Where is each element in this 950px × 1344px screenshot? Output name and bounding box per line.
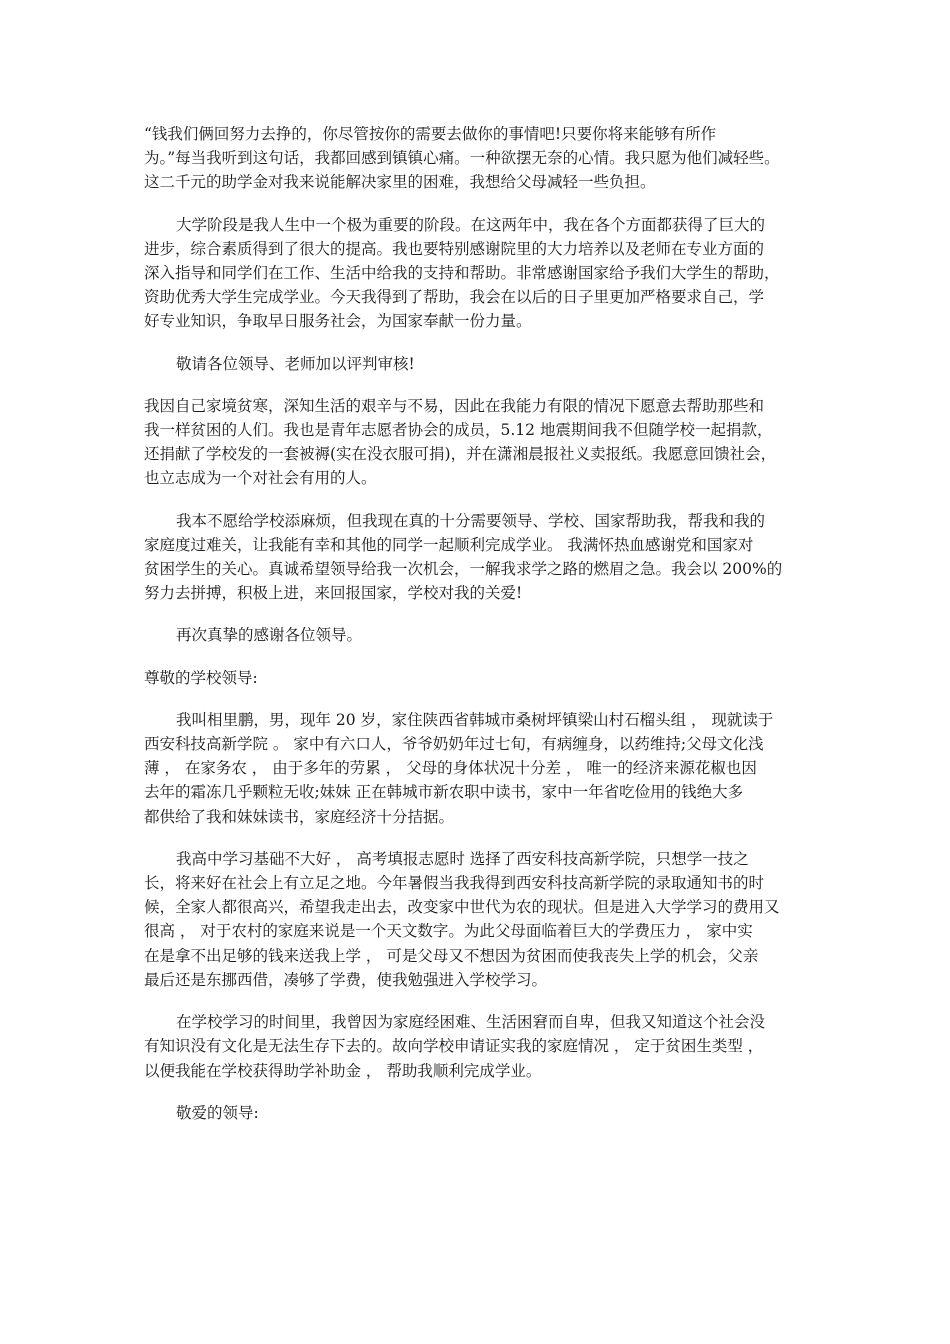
paragraph [144,509,818,606]
text-line: “钱我们俩回努力去挣的，你尽管按你的需要去做你的事情吧!只要你将来能够有所作 [144,125,717,143]
text-line: 进步，综合素质得到了很大的提高。我也要特别感谢院里的大力培养以及老师在专业方面的 [144,239,765,258]
text-line: 深入指导和同学们在工作、生活中给我的支持和帮助。非常感谢国家给予我们大学生的帮助， [144,264,780,283]
text-line: 我高中学习基础不大好 ， 高考填报志愿时 选择了西安科技高新学院，只想学一技之 [176,849,749,868]
paragraph [144,847,818,992]
text-line: 家庭度过难关，让我能有幸和其他的同学一起顺利完成学业。 我满怀热血感谢党和国家对 [144,535,754,554]
text-line: 薄 ， 在家务农 ， 由于多年的劳累 ， 父母的身体状况十分差 ， 唯一的经济来源花椒也因 [144,759,757,778]
text-line: 贫困学生的关心。真诚希望领导给我一次机会，一解我求学之路的燃眉之急。我会以 200%的 [144,560,783,579]
text-line: 在是拿不出足够的钱来送我上学 ， 可是父母又不想因为贫困而使我丧失上学的机会，父亲 [144,946,759,965]
text-line: 还捐献了学校发的一套被褥(实在没衣服可捐)，并在潇湘晨报社义卖报纸。我愿意回馈社会， [144,445,777,464]
text-line: 我因自己家境贫寒，深知生活的艰辛与不易，因此在我能力有限的情况下愿意去帮助那些和 [144,396,765,415]
text-line: 我本不愿给学校添麻烦，但我现在真的十分需要领导、学校、国家帮助我，帮我和我的 [176,511,766,530]
text-line: 这二千元的助学金对我来说能解决家里的困难，我想给父母减轻一些负担。 [144,173,656,192]
text-line: 很高 ， 对于农村的家庭来说是一个天文数字。为此父母面临着巨大的学费压力 ， 家中实 [144,922,753,941]
text-line: 再次真挚的感谢各位领导。 [176,626,363,645]
paragraph [144,623,818,647]
text-line: 候，全家人都很高兴，希望我走出去，改变家中世代为农的现状。但是进入大学学习的费用又 [144,898,780,917]
text-line: 长，将来好在社会上有立足之地。今年暑假当我我得到西安科技高新学院的录取通知书的时 [144,874,765,893]
paragraph [144,1010,818,1083]
text-line: 我一样贫困的人们。我也是青年志愿者协会的成员，5.12 地震期间我不但随学校一起捐款， [144,421,773,440]
text-line: 大学阶段是我人生中一个极为重要的阶段。在这两年中，我在各个方面都获得了巨大的 [176,215,766,234]
paragraph [144,708,818,829]
paragraph [144,1101,818,1125]
paragraph [144,352,818,376]
text-line: 敬爱的领导: [176,1103,259,1122]
text-line: 西安科技高新学院 。 家中有六口人，爷爷奶奶年过七旬，有病缠身，以药维持;父母文化浅 [144,735,764,754]
text-line: 努力去拼搏，积极上进，来回报国家，学校对我的关爱! [144,584,523,603]
text-line: 有知识没有文化是无法生存下去的。故向学校申请证实我的家庭情况 ， 定于贫困生类型 ， [144,1037,764,1056]
text-line: 敬请各位领导、老师加以评判审核! [176,354,415,373]
text-line: 最后还是东挪西借，凑够了学费，使我勉强进入学校学习。 [144,970,548,989]
text-line: 为。”每当我听到这句话，我都回感到镇镇心痛。一种欲摆无奈的心情。我只愿为他们减轻些。 [144,149,780,168]
paragraph [144,394,818,491]
text-line: 也立志成为一个对社会有用的人。 [144,469,377,488]
text-line: 我叫相里鹏，男，现年 20 岁，家住陕西省韩城市桑树坪镇梁山村石榴头组 ， 现就读于 [176,710,774,729]
text-line: 尊敬的学校领导: [144,668,258,687]
text-line: 资助优秀大学生完成学业。今天我得到了帮助，我会在以后的日子里更加严格要求自己，学 [144,288,765,307]
text-line: 以便我能在学校获得助学补助金 ， 帮助我顺利完成学业。 [144,1061,542,1080]
paragraph [144,122,818,195]
text-line: 好专业知识，争取早日服务社会，为国家奉献一份力量。 [144,312,532,331]
text-line: 去年的霜冻几乎颗粒无收;妹妹 正在韩城市新农职中读书，家中一年省吃俭用的钱绝大多 [144,783,744,802]
text-line: 都供给了我和妹妹读书，家庭经济十分拮据。 [144,807,455,826]
paragraph [144,213,818,334]
paragraph [144,666,818,690]
document-body [144,122,818,1143]
text-line: 在学校学习的时间里，我曾因为家庭经困难、生活困窘而自卑，但我又知道这个社会没 [176,1013,766,1032]
